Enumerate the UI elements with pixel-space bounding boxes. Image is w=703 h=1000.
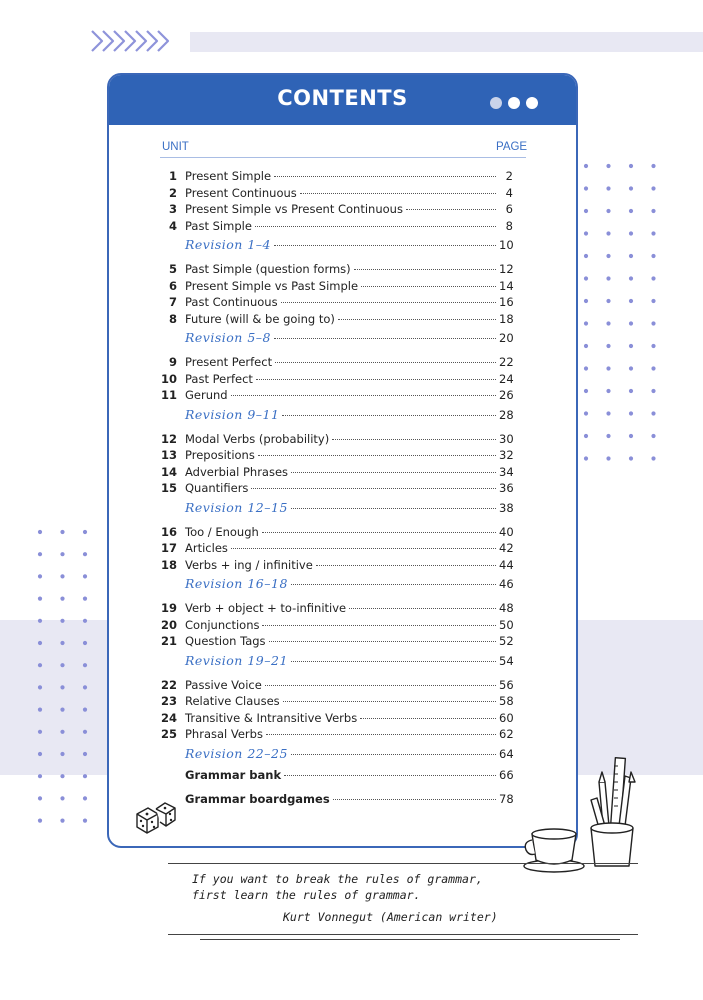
unit-title: Gerund — [185, 388, 228, 402]
dot-leader — [291, 472, 496, 473]
dot-leader — [291, 508, 496, 509]
dot-leader — [283, 701, 496, 702]
unit-title: Relative Clauses — [185, 694, 280, 708]
extra-row[interactable] — [160, 792, 513, 808]
unit-number: 23 — [160, 694, 177, 708]
unit-title: Present Simple — [185, 169, 272, 183]
unit-row[interactable] — [160, 448, 513, 464]
dot-leader — [291, 754, 496, 755]
dot-leader — [332, 439, 496, 440]
unit-title: Grammar bank — [185, 767, 282, 782]
unit-number: 19 — [160, 601, 177, 615]
contents-title: CONTENTS — [277, 86, 408, 110]
dot-leader — [255, 226, 496, 227]
unit-row[interactable] — [160, 432, 513, 448]
dot-leader — [291, 661, 496, 662]
unit-row[interactable] — [160, 525, 513, 541]
page-number: 4 — [505, 185, 513, 200]
unit-row[interactable] — [160, 388, 513, 404]
unit-number: 22 — [160, 677, 177, 692]
dot-leader — [231, 548, 496, 549]
unit-number: 18 — [160, 557, 177, 572]
revision-row[interactable] — [160, 237, 513, 253]
page-number: 52 — [499, 634, 514, 648]
dot-leader — [262, 625, 496, 626]
dot-leader — [265, 685, 496, 686]
header-dots — [484, 94, 538, 113]
dot-leader — [291, 584, 496, 585]
revision-title: Revision 22–25 — [185, 745, 288, 761]
page-number: 32 — [499, 448, 514, 462]
unit-title: Past Perfect — [185, 371, 253, 386]
dot-leader — [282, 415, 496, 416]
unit-row[interactable] — [160, 355, 513, 371]
page-number: 18 — [499, 311, 514, 326]
unit-row[interactable] — [160, 601, 513, 617]
unit-title: Modal Verbs (probability) — [185, 431, 330, 446]
unit-number: 10 — [160, 371, 177, 386]
unit-row[interactable] — [160, 279, 513, 295]
unit-row[interactable] — [160, 202, 513, 218]
unit-row[interactable] — [160, 558, 513, 574]
page-number: 26 — [499, 388, 514, 402]
chevrons-decoration — [90, 28, 172, 54]
unit-number: 6 — [168, 278, 177, 293]
revision-row[interactable] — [160, 407, 513, 423]
unit-row[interactable] — [160, 541, 513, 557]
quote-line-2: first learn the rules of grammar. — [192, 888, 421, 902]
page-number: 30 — [499, 431, 514, 446]
revision-title: Revision 9–11 — [185, 406, 280, 422]
extra-row[interactable] — [160, 768, 513, 784]
unit-title: Conjunctions — [185, 617, 260, 632]
dot-leader — [316, 565, 496, 566]
revision-row[interactable] — [160, 653, 513, 669]
unit-row[interactable] — [160, 481, 513, 497]
unit-row[interactable] — [160, 727, 513, 743]
unit-title: Past Simple — [185, 218, 252, 233]
unit-title: Future (will & be going to) — [185, 311, 335, 326]
coffee-cup-icon — [522, 826, 588, 876]
unit-row[interactable] — [160, 186, 513, 202]
revision-row[interactable] — [160, 500, 513, 516]
revision-row[interactable] — [160, 746, 513, 762]
unit-title: Verbs + ing / infinitive — [185, 557, 313, 572]
unit-title: Past Simple (question forms) — [185, 262, 351, 276]
page-number: 10 — [499, 238, 514, 252]
page-column-header: PAGE — [496, 141, 528, 153]
dot-leader — [274, 176, 496, 177]
page-number: 16 — [499, 295, 514, 309]
unit-number: 14 — [160, 464, 177, 479]
page-number: 14 — [499, 278, 514, 293]
dot-leader — [284, 775, 496, 776]
unit-number: 3 — [168, 202, 177, 216]
page-number: 28 — [499, 407, 514, 422]
page-number: 40 — [499, 524, 514, 539]
dot-leader — [338, 319, 496, 320]
page-number: 2 — [505, 169, 513, 183]
revision-title: Revision 1–4 — [185, 237, 271, 252]
revision-row[interactable] — [160, 576, 513, 592]
page-number: 54 — [499, 653, 514, 668]
dot-leader — [361, 286, 496, 287]
unit-row[interactable] — [160, 711, 513, 727]
page-number: 34 — [499, 464, 514, 479]
page-number: 44 — [499, 557, 514, 572]
dot-leader — [262, 532, 496, 533]
dot-leader — [258, 455, 496, 456]
page-number: 58 — [499, 694, 514, 708]
unit-row[interactable] — [160, 219, 513, 235]
revision-row[interactable] — [160, 330, 513, 346]
quote-bottom-line — [168, 934, 638, 935]
page-number: 22 — [499, 355, 514, 369]
unit-number: 4 — [168, 218, 177, 233]
dot-leader — [406, 209, 496, 210]
page-number: 50 — [499, 617, 514, 632]
dot-leader — [360, 718, 496, 719]
contents-header — [109, 75, 576, 125]
page-number: 46 — [499, 577, 514, 591]
dot-leader — [231, 395, 496, 396]
unit-title: Quantifiers — [185, 481, 249, 495]
dot-leader — [281, 302, 496, 303]
unit-title: Too / Enough — [185, 524, 259, 539]
dot-grid-right — [582, 162, 662, 467]
quote-top-line — [168, 863, 638, 864]
dot-leader — [274, 338, 496, 339]
unit-row[interactable] — [160, 678, 513, 694]
unit-title: Passive Voice — [185, 677, 262, 692]
dice-icon — [134, 800, 178, 836]
quote-bottom-line-2 — [200, 939, 620, 940]
unit-row[interactable] — [160, 465, 513, 481]
quote-author: Kurt Vonnegut (American writer) — [283, 910, 498, 924]
unit-number: 21 — [160, 634, 177, 648]
unit-number: 1 — [168, 169, 177, 183]
page-number: 38 — [499, 500, 514, 515]
unit-title: Present Continuous — [185, 185, 297, 200]
unit-number: 25 — [160, 727, 177, 741]
dot-grid-left — [36, 528, 100, 833]
page-number: 20 — [499, 331, 514, 345]
revision-title: Revision 5–8 — [185, 330, 271, 345]
unit-row[interactable] — [160, 634, 513, 650]
top-band — [190, 32, 703, 52]
header-divider — [160, 157, 526, 158]
revision-title: Revision 19–21 — [185, 652, 288, 668]
unit-number: 8 — [168, 311, 177, 326]
unit-number: 15 — [160, 481, 177, 495]
unit-number: 7 — [168, 295, 177, 309]
unit-number: 9 — [168, 355, 177, 369]
page-number: 36 — [499, 481, 514, 495]
unit-number: 20 — [160, 617, 177, 632]
page-number: 42 — [499, 541, 514, 555]
unit-number: 5 — [168, 262, 177, 276]
unit-title: Present Simple vs Past Simple — [185, 278, 359, 293]
pencil-cup-icon — [585, 752, 645, 870]
unit-title: Adverbial Phrases — [185, 464, 289, 479]
unit-title: Past Continuous — [185, 295, 278, 309]
revision-title: Revision 16–18 — [185, 576, 288, 591]
unit-title: Articles — [185, 541, 228, 555]
unit-title: Grammar boardgames — [185, 791, 330, 806]
dot-leader — [349, 608, 496, 609]
dot-leader — [274, 245, 496, 246]
dot-leader — [354, 269, 496, 270]
unit-title: Prepositions — [185, 448, 255, 462]
page-number: 6 — [505, 202, 513, 216]
unit-row[interactable] — [160, 372, 513, 388]
page-number: 48 — [499, 601, 514, 615]
dot-leader — [251, 488, 496, 489]
page-number: 56 — [499, 677, 514, 692]
unit-row[interactable] — [160, 169, 513, 185]
unit-title: Present Perfect — [185, 355, 273, 369]
unit-column-header: UNIT — [162, 141, 189, 153]
unit-title: Present Simple vs Present Continuous — [185, 202, 403, 216]
page-number: 8 — [505, 218, 513, 233]
dot-leader — [300, 193, 496, 194]
page-number: 24 — [499, 371, 514, 386]
revision-title: Revision 12–15 — [185, 499, 288, 515]
unit-title: Phrasal Verbs — [185, 727, 263, 741]
unit-title: Transitive & Intransitive Verbs — [185, 710, 358, 725]
dot-leader — [333, 799, 496, 800]
unit-title: Verb + object + to-infinitive — [185, 601, 347, 615]
unit-number: 16 — [160, 524, 177, 539]
page-number: 64 — [499, 746, 514, 761]
unit-number: 13 — [160, 448, 177, 462]
unit-title: Question Tags — [185, 634, 266, 648]
page-number: 78 — [499, 791, 514, 806]
dot-leader — [266, 734, 496, 735]
page-number: 60 — [499, 710, 514, 725]
unit-number: 2 — [168, 185, 177, 200]
unit-number: 17 — [160, 541, 177, 555]
unit-number: 11 — [160, 388, 177, 402]
unit-number: 12 — [160, 431, 177, 446]
unit-row[interactable] — [160, 262, 513, 278]
page-number: 66 — [499, 767, 514, 782]
dot-leader — [269, 641, 496, 642]
dot-leader — [275, 362, 496, 363]
page-number: 12 — [499, 262, 514, 276]
dot-leader — [256, 379, 496, 380]
unit-number: 24 — [160, 710, 177, 725]
page-number: 62 — [499, 727, 514, 741]
unit-row[interactable] — [160, 618, 513, 634]
unit-row[interactable] — [160, 295, 513, 311]
unit-row[interactable] — [160, 694, 513, 710]
unit-row[interactable] — [160, 312, 513, 328]
quote-line-1: If you want to break the rules of grammar, — [192, 872, 483, 886]
